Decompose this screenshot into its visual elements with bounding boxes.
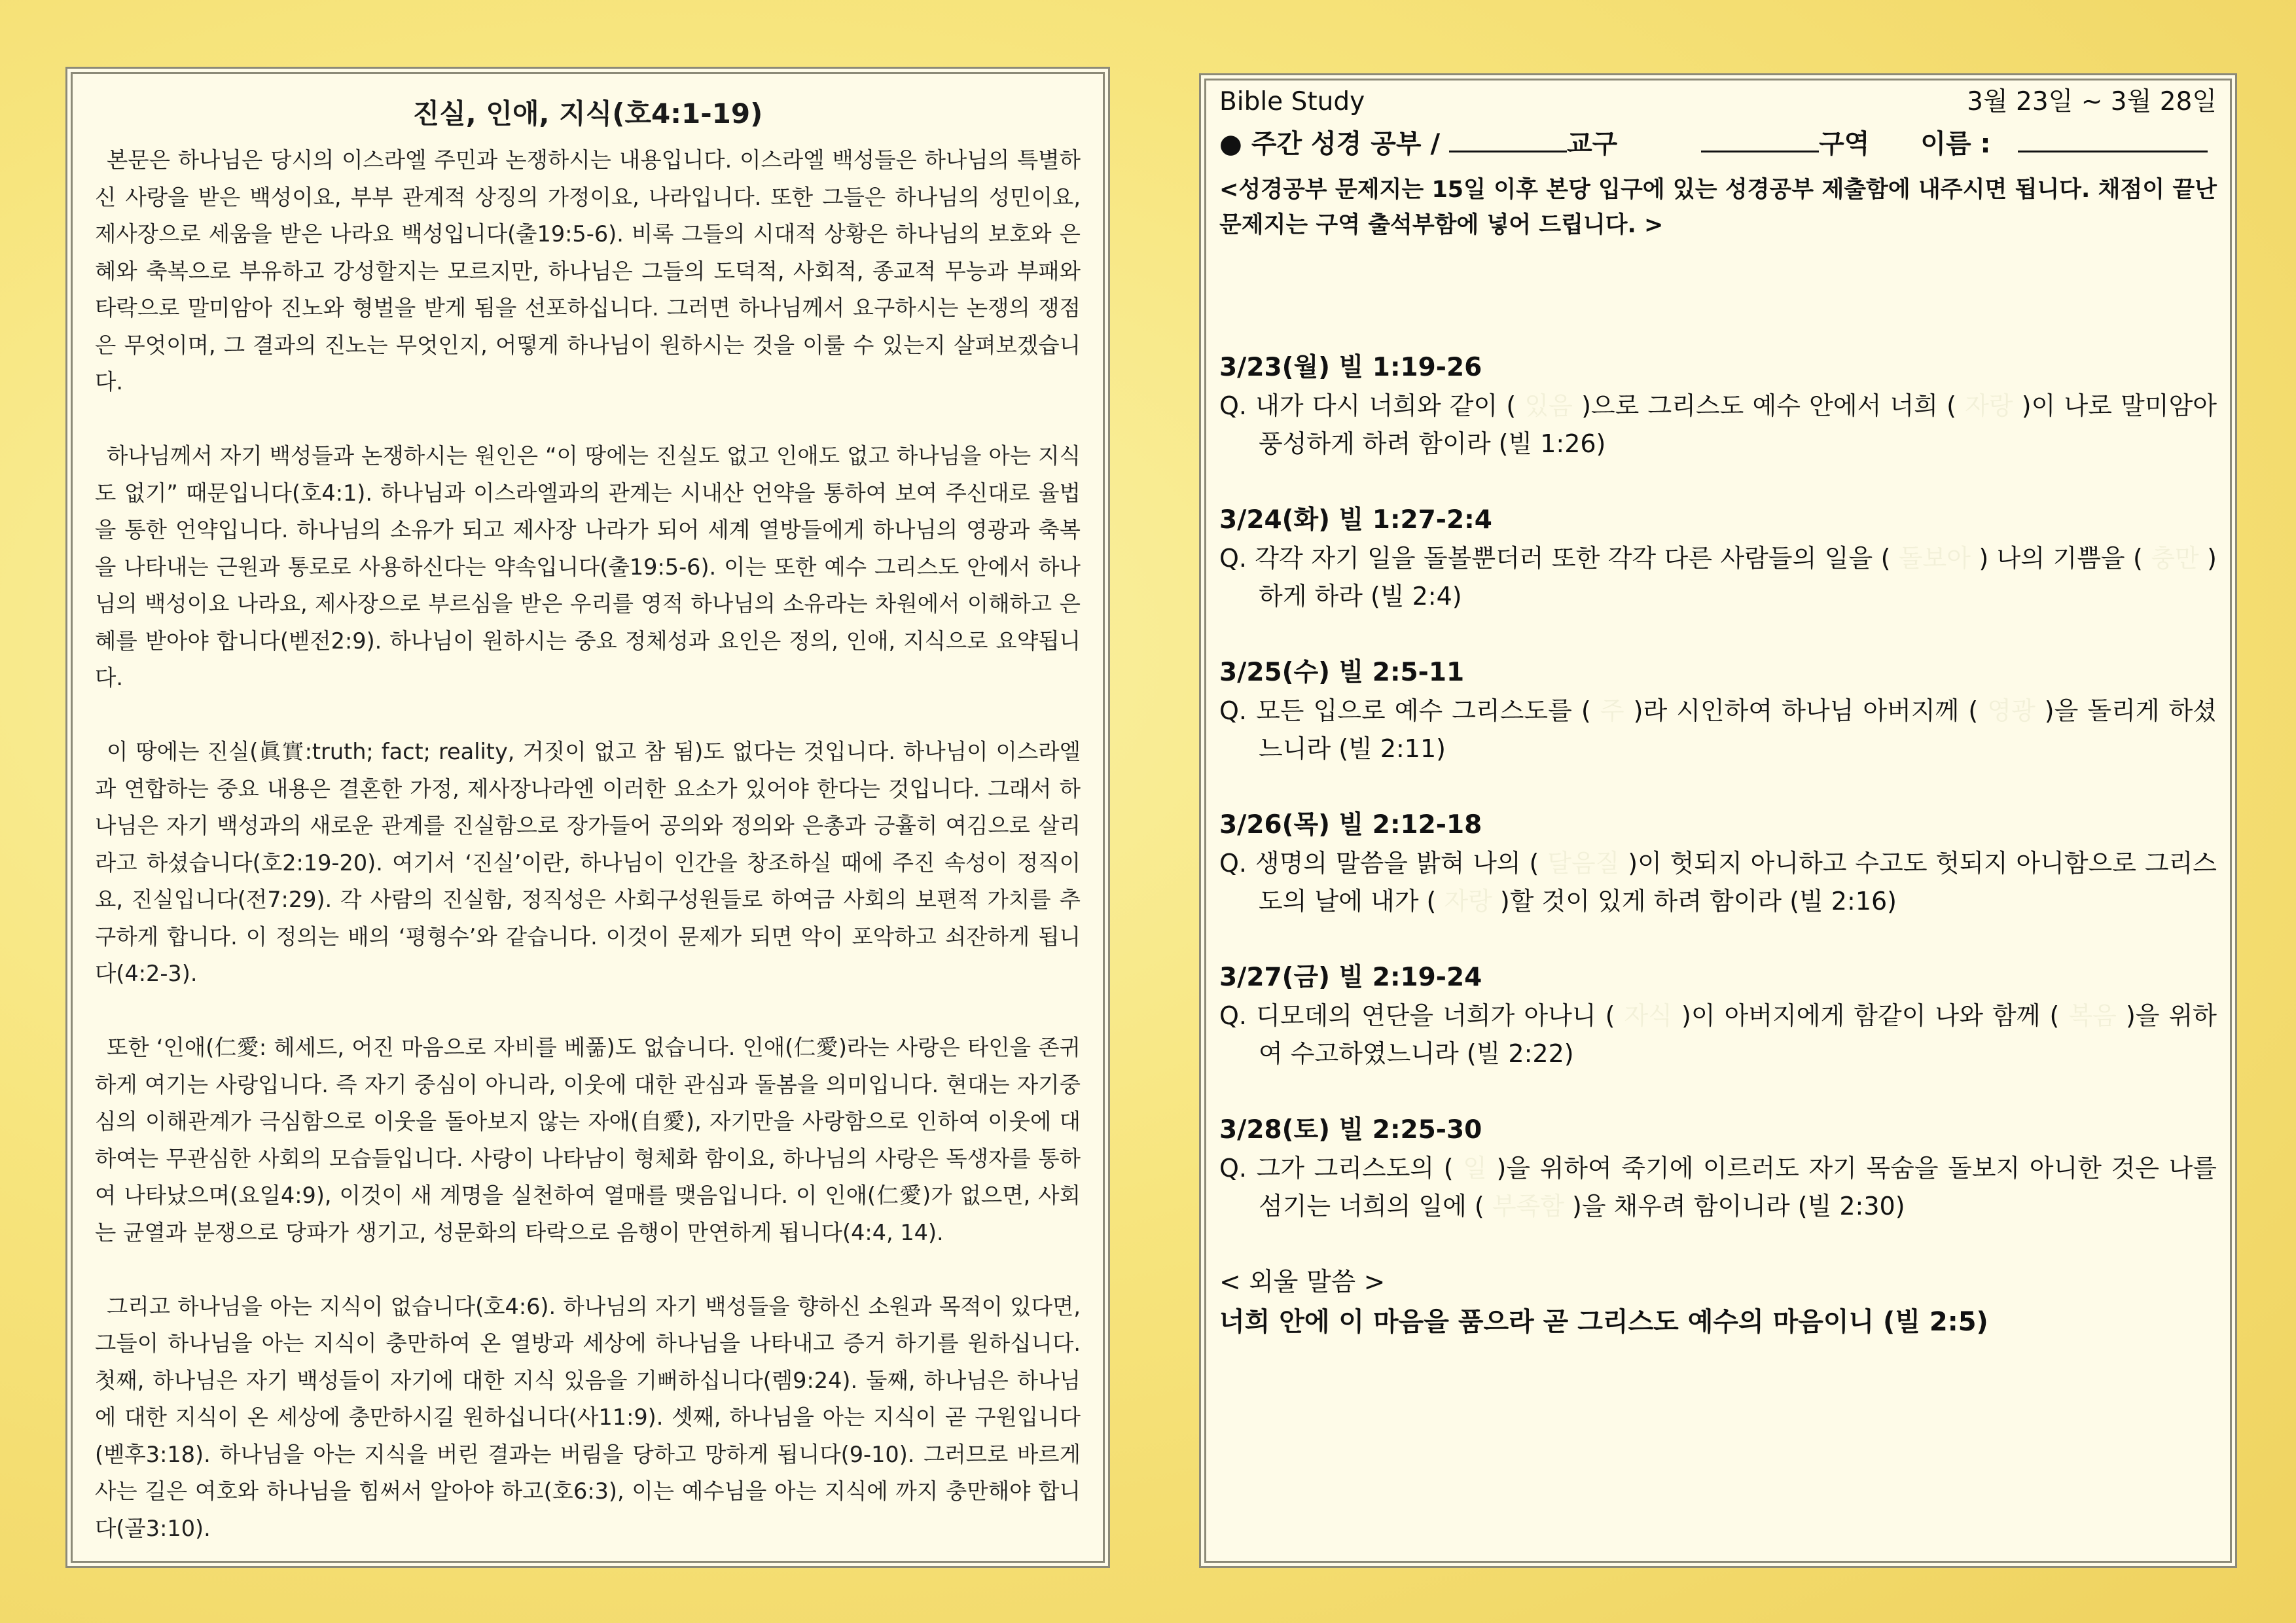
question-thu: Q. 생명의 말씀을 밝혀 나의 ( 달음질 )이 헛되지 아니하고 수고도 헛되지 아니함으로 그리스도의 날에 내가 ( 자랑 )할 것이 있게 하려 함이라 (빌 2:16) bbox=[1219, 849, 2217, 916]
question-wed: Q. 모든 입으로 예수 그리스도를 ( 주 )라 시인하여 하나님 아버지께 ( 영광 )을 돌리게 하셨느니라 (빌 2:11) bbox=[1219, 696, 2217, 763]
bible-study-panel bbox=[1204, 79, 2232, 1563]
day-heading-sat: 3/28(토) 빌 2:25-30 bbox=[1219, 1115, 1482, 1145]
day-heading-mon: 3/23(월) 빌 1:19-26 bbox=[1219, 353, 1482, 382]
study-subtitle: ● 주간 성경 공부 / bbox=[1219, 129, 1441, 159]
study-header-title: Bible Study bbox=[1219, 87, 1365, 116]
sermon-paragraph-2: 하나님께서 자기 백성들과 논쟁하시는 원인은 “이 땅에는 진실도 없고 인애도 없고 하나님을 아는 지식도 없기” 때문입니다(호4:1). 하나님과 이스라엘과의 관계는 시내산 언약을 통하여 보여 주신대로 율법을 통한 언약입니다. 하나님의 소유가 되고 제사장 나라가 되어 세계 열방들에게 하나님의 영광과 축복을 나타내는 근원과 통로로 사용하신다는 약속입니다(출19:5-6). 이는 또한 예수 그리스도 안에서 하나님의 백성이요 나라요, 제사장으로 부르심을 받은 우리를 영적 하나님의 소유라는 차원에서 이해하고 은혜를 받아야 합니다(벧전2:9). 하나님이 원하시는 중요 정체성과 요인은 정의, 인애, 지식으로 요약됩니다. bbox=[95, 443, 1081, 690]
answer-blank[interactable]: 충만 bbox=[2151, 544, 2199, 573]
answer-blank[interactable]: 복음 bbox=[2068, 1001, 2117, 1030]
answer-blank[interactable]: 돌보아 bbox=[1898, 544, 1971, 573]
sermon-paragraph-5: 그리고 하나님을 아는 지식이 없습니다(호4:6). 하나님의 자기 백성들을 향하신 소원과 목적이 있다면, 그들이 하나님을 아는 지식이 충만하여 온 열방과 세상에 하나님을 나타내고 증거 하기를 원하십니다. 첫째, 하나님은 자기 백성들이 자기에 대한 지식 있음을 기뻐하십니다(렘9:24). 둘째, 하나님은 하나님에 대한 지식이 온 세상에 충만하시길 원하십니다(사11:9). 셋째, 하나님을 아는 지식이 곧 구원입니다(벧후3:18). 하나님을 아는 지식을 버린 결과는 버림을 당하고 망하게 됩니다(9-10). 그러므로 바르게 사는 길은 여호와 하나님을 힘써서 알아야 하고(호6:3), 이는 예수님을 아는 지식에 까지 충만해야 합니다(골3:10). bbox=[95, 1293, 1081, 1541]
memory-verse-title: < 외울 말씀 > bbox=[1219, 1268, 1386, 1297]
day-heading-thu: 3/26(목) 빌 2:12-18 bbox=[1219, 810, 1482, 840]
study-header bbox=[1219, 80, 2217, 124]
answer-blank[interactable]: 부족함 bbox=[1492, 1192, 1564, 1221]
answer-blank[interactable]: 일 bbox=[1463, 1154, 1487, 1183]
name-label: 이름 : bbox=[1920, 129, 1991, 159]
day-heading-wed: 3/25(수) 빌 2:5-11 bbox=[1219, 658, 1465, 687]
day-heading-fri: 3/27(금) 빌 2:19-24 bbox=[1219, 963, 1482, 992]
answer-blank[interactable]: 자식 bbox=[1624, 1001, 1672, 1030]
sermon-paragraph-3: 이 땅에는 진실(眞實:truth; fact; reality, 거짓이 없고 참 됨)도 없다는 것입니다. 하나님이 이스라엘과 연합하는 중요 내용은 결혼한 가정, 제사장나라엔 이러한 요소가 있어야 한다는 것입니다. 그래서 하나님은 자기 백성과의 새로운 관계를 진실함으로 장가들어 공의와 정의와 은총과 긍휼히 여김으로 살리라고 하셨습니다(호2:19-20). 여기서 ‘진실’이란, 하나님이 인간을 창조하실 때에 주진 속성이 정직이요, 진실입니다(전7:29). 각 사람의 진실함, 정직성은 사회구성원들로 하여금 사회의 보편적 가치를 추구하게 합니다. 이 정의는 배의 ‘평형수’와 같습니다. 이것이 문제가 되면 악이 포악하고 쇠잔하게 됩니다(4:2-3). bbox=[95, 739, 1081, 986]
name-field[interactable] bbox=[2018, 123, 2208, 152]
answer-blank[interactable]: 자랑 bbox=[1965, 391, 2013, 420]
answer-blank[interactable]: 주 bbox=[1600, 696, 1624, 725]
question-mon: Q. 내가 다시 너희와 같이 ( 있음 )으로 그리스도 예수 안에서 너희 ( 자랑 )이 나로 말미암아 풍성하게 하려 함이라 (빌 1:26) bbox=[1219, 391, 2217, 458]
sermon-paragraph-4: 또한 ‘인애(仁愛: 헤세드, 어진 마음으로 자비를 베풂)도 없습니다. 인애(仁愛)라는 사랑은 타인을 존귀하게 여기는 사랑입니다. 즉 자기 중심이 아니라, 이웃에 대한 관심과 돌봄을 의미입니다. 현대는 자기중심의 이해관계가 극심함으로 이웃을 돌아보지 않는 자애(自愛), 자기만을 사랑함으로 인하여 이웃에 대하여는 무관심한 사회의 모습들입니다. 사랑이 나타남이 형체화 함이요, 하나님의 사랑은 독생자를 통하여 나타났으며(요일4:9), 이것이 새 계명을 실천하여 열매를 맺음입니다. 이 인애(仁愛)가 없으면, 사회는 균열과 분쟁으로 당파가 생기고, 성문화의 타락으로 음행이 만연하게 됩니다(4:4, 14). bbox=[95, 1035, 1081, 1245]
sermon-title: 진실, 인애, 지식(호4:1-19) bbox=[412, 98, 763, 130]
day-heading-tue: 3/24(화) 빌 1:27-2:4 bbox=[1219, 505, 1492, 535]
answer-blank[interactable]: 영광 bbox=[1987, 696, 2036, 725]
sermon-paragraph-1: 본문은 하나님은 당시의 이스라엘 주민과 논쟁하시는 내용입니다. 이스라엘 백성들은 하나님의 특별하신 사랑을 받은 백성이요, 부부 관계적 상징의 가정이요, 나라입니다. 또한 그들은 하나님의 성민이요, 제사장으로 세움을 받은 나라요 백성입니다(출19:5-6). 비록 그들의 시대적 상황은 하나님의 보호와 은혜와 축복으로 부유하고 강성할지는 모르지만, 하나님은 그들의 도덕적, 사회적, 종교적 무능과 부패와 타락으로 말미암아 진노와 형벌을 받게 됨을 선포하십니다. 그러면 하나님께서 요구하시는 논쟁의 쟁점은 무엇이며, 그 결과의 진노는 무엇인지, 어떻게 하나님이 원하시는 것을 이룰 수 있는지 살펴보겠습니다. bbox=[95, 147, 1081, 395]
answer-blank[interactable]: 있음 bbox=[1524, 391, 1573, 420]
study-subtitle-row bbox=[1219, 122, 2217, 166]
sermon-panel bbox=[71, 72, 1105, 1563]
question-fri: Q. 디모데의 연단을 너희가 아나니 ( 자식 )이 아버지에게 함같이 나와 함께 ( 복음 )을 위하여 수고하였느니라 (빌 2:22) bbox=[1219, 1001, 2217, 1068]
guyeok-field[interactable] bbox=[1701, 123, 1819, 152]
guyeok-label: 구역 bbox=[1819, 129, 1870, 159]
study-date-range: 3월 23일 ~ 3월 28일 bbox=[1967, 87, 2217, 116]
question-tue: Q. 각각 자기 일을 돌볼뿐더러 또한 각각 다른 사람들의 일을 ( 돌보아 ) 나의 기쁨을 ( 충만 )하게 하라 (빌 2:4) bbox=[1219, 544, 2217, 611]
submission-note: <성경공부 문제지는 15일 이후 본당 입구에 있는 성경공부 제출함에 내주시면 됩니다. 채점이 끝난 문제지는 구역 출석부함에 넣어 드립니다. > bbox=[1219, 177, 2217, 238]
memory-verse: 너희 안에 이 마음을 품으라 곧 그리스도 예수의 마음이니 (빌 2:5) bbox=[1219, 1307, 1988, 1337]
gyogu-label: 교구 bbox=[1567, 129, 1618, 159]
gyogu-field[interactable] bbox=[1449, 123, 1567, 152]
answer-blank[interactable]: 자랑 bbox=[1444, 887, 1492, 916]
question-sat: Q. 그가 그리스도의 ( 일 )을 위하여 죽기에 이르러도 자기 목숨을 돌보지 아니한 것은 나를 섬기는 너희의 일에 ( 부족함 )을 채우려 함이니라 (빌 2:30) bbox=[1219, 1154, 2217, 1221]
answer-blank[interactable]: 달음질 bbox=[1547, 849, 1620, 878]
